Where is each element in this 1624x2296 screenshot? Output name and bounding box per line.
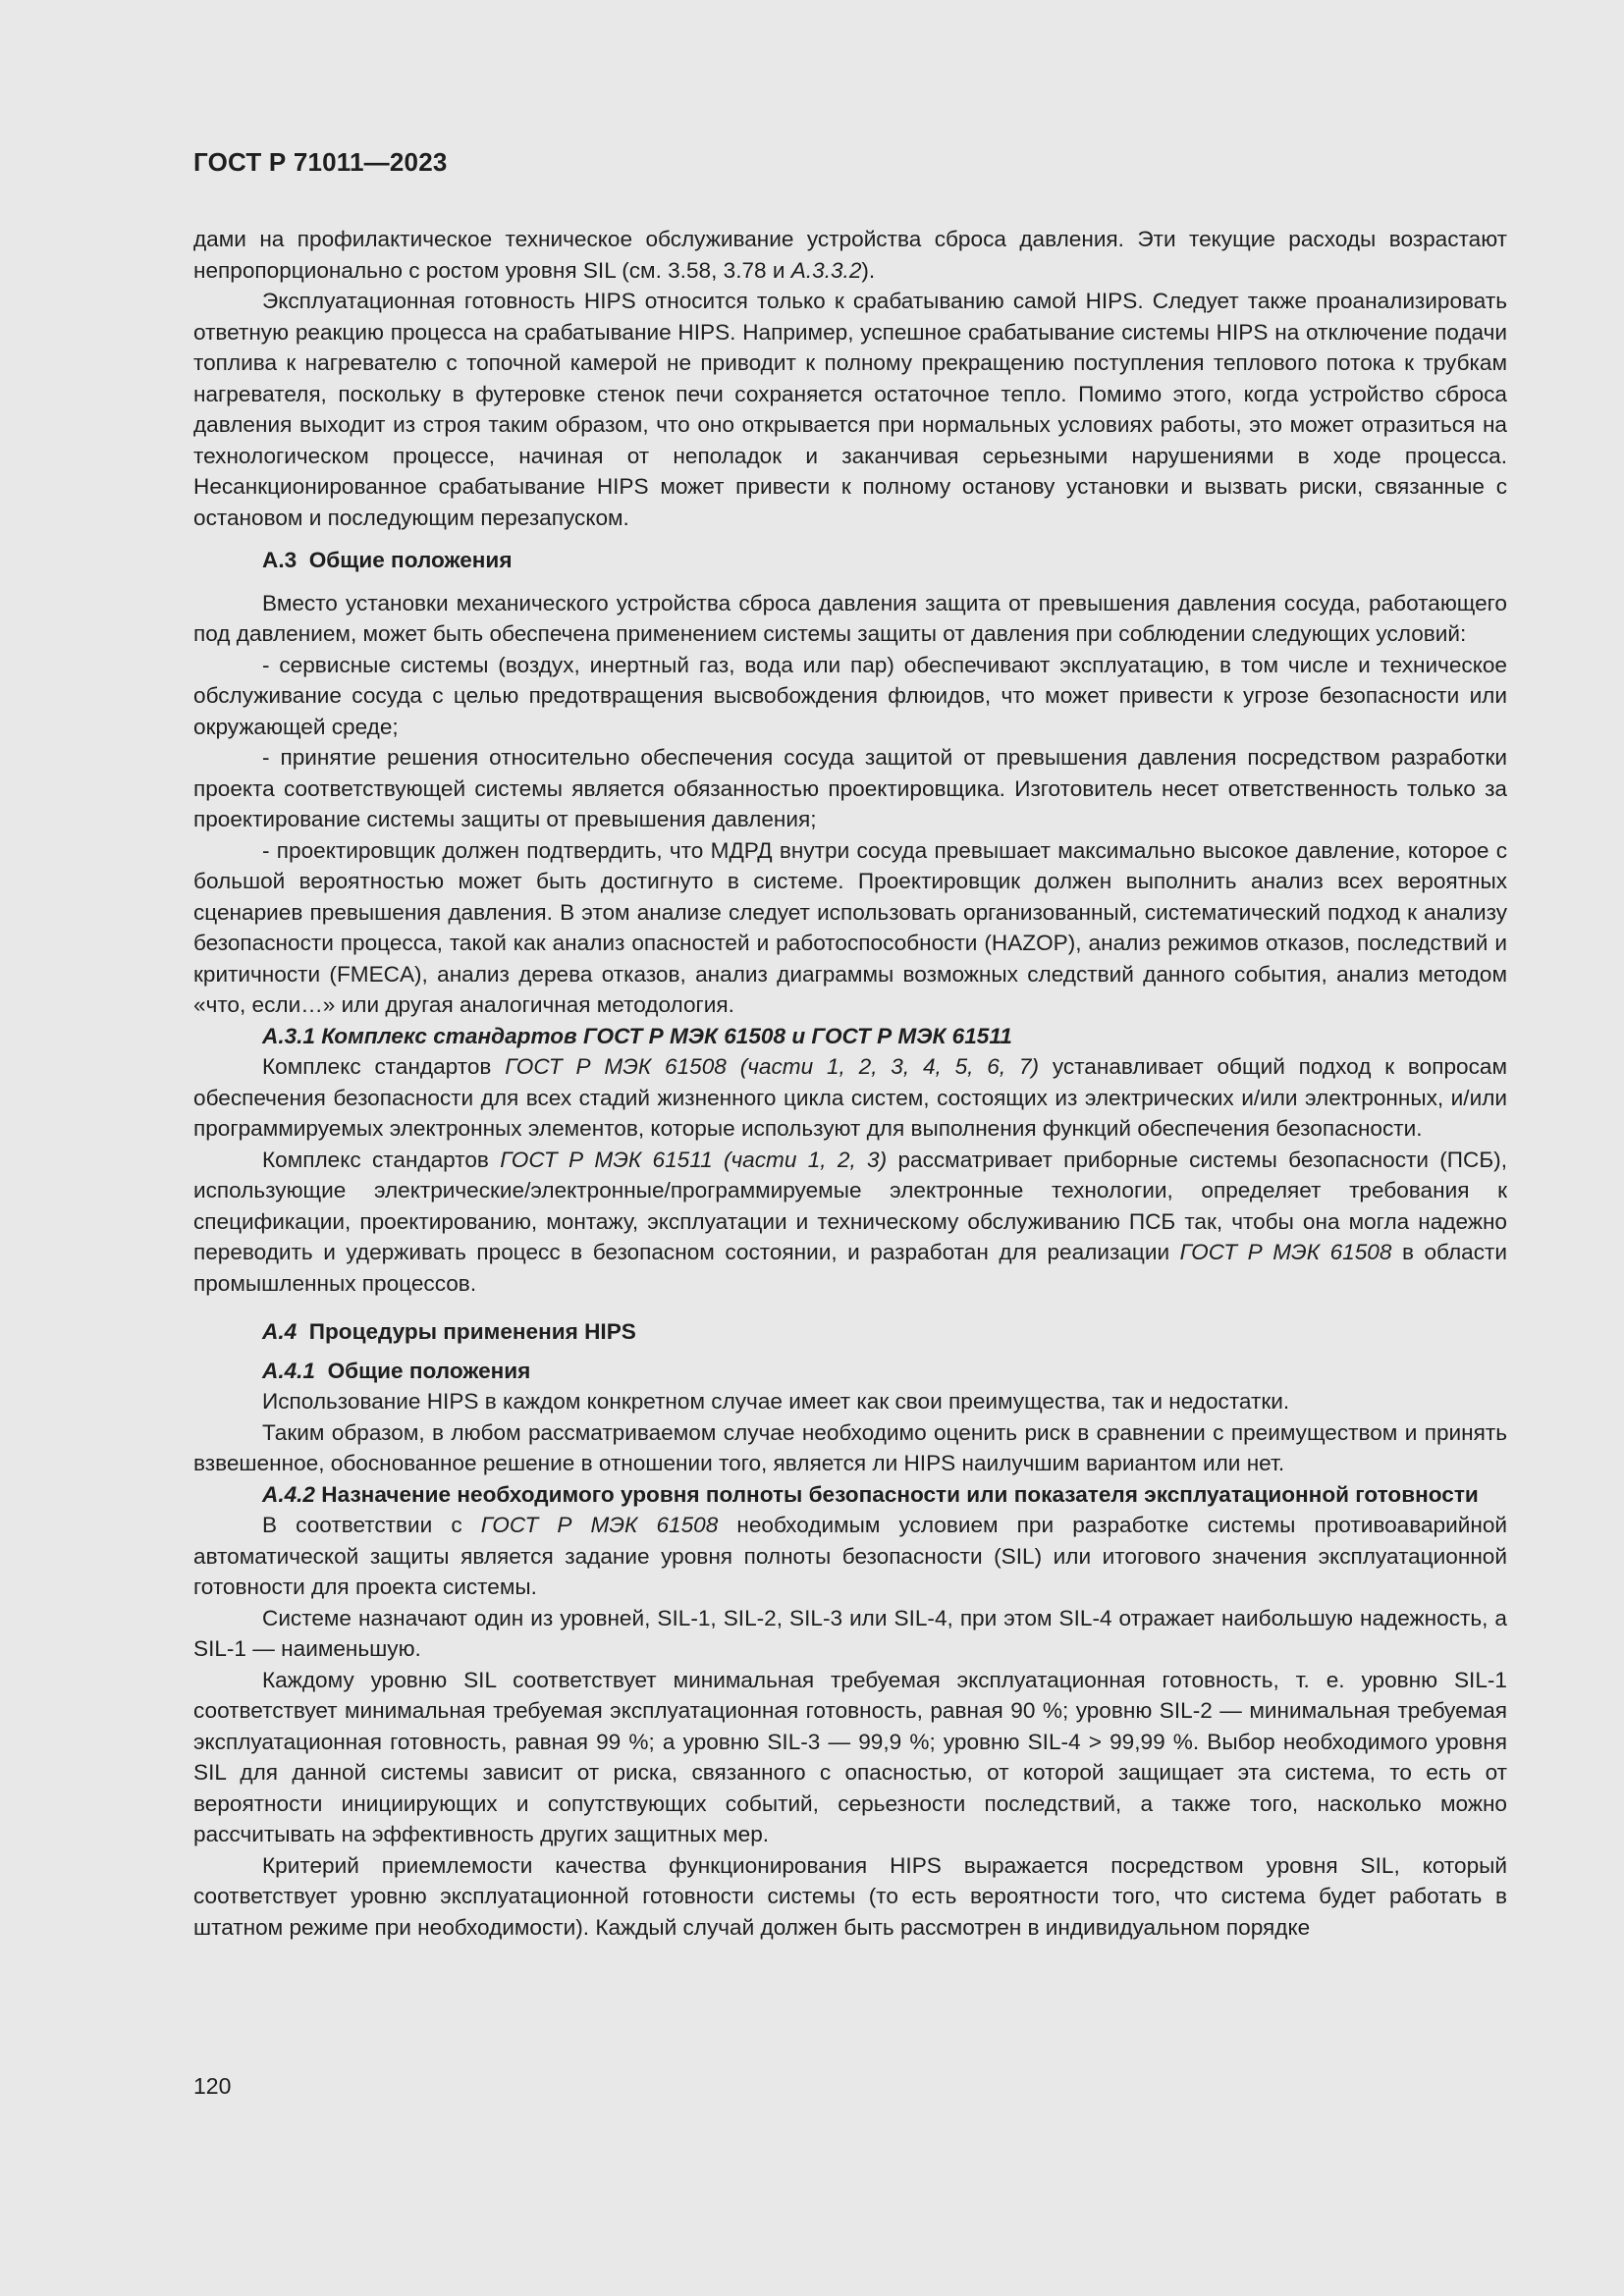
section-title: Процедуры применения HIPS [308,1319,636,1344]
paragraph-text: необходимым условием при разработке системы противоаварийной автоматической защиты является задание уровня полноты безопасности (SIL) или итогового значения эксплуатационной готовности для проекта системы. [193,1513,1507,1599]
paragraph: Системе назначают один из уровней, SIL-1, SIL-2, SIL-3 или SIL-4, при этом SIL-4 отражает наибольшую надежность, а SIL-1 — наименьшую. [193,1605,1507,1661]
list-item: - сервисные системы (воздух, инертный газ, вода или пар) обеспечивают эксплуатацию, в том числе и техническое обслуживание сосуда с целью предотвращения высвобождения флюидов, что может привести к угрозе безопасности или окружающей среде; [193,652,1507,739]
paragraph: Критерий приемлемости качества функционирования HIPS выражается посредством уровня SIL, который соответствует уровню эксплуатационной готовности системы (то есть вероятности того, что система будет работать в штатном режиме при необходимости). Каждый случай должен быть рассмотрен в индивидуальном порядке [193,1852,1507,1940]
section-number: А.4 [262,1319,298,1344]
section-heading-a31 [193,1021,1507,1052]
section-heading-a41 [193,1356,1507,1387]
clause-reference: А.3.3.2 [790,257,862,283]
paragraph: Использование HIPS в каждом конкретном случае имеет как свои преимущества, так и недостатки. [262,1389,1290,1414]
list-item: - принятие решения относительно обеспечения сосуда защитой от превышения давления посредством разработки проекта соответствующей системы является обязанностью проектировщика. Изготовитель несет ответственность только за проектирование системы защиты от превышения давления; [193,745,1507,831]
standard-reference: ГОСТ Р МЭК 61511 (части 1, 2, 3) [500,1147,888,1172]
paragraph-text: дами на профилактическое техническое обслуживание устройства сброса давления. Эти текущие расходы возрастают непропорционально с ростом уровня SIL (см. 3.58, 3.78 и [193,227,1507,283]
section-title: Общие положения [308,548,513,572]
paragraph: Эксплуатационная готовность HIPS относится только к срабатыванию самой HIPS. Следует также проанализировать ответную реакцию процесса на срабатывание HIPS. Например, успешное срабатывание системы HIPS на отключение подачи топлива к нагревателю с топочной камерой не приводит к полному прекращению поступления теплового потока к трубкам нагревателя, поскольку в футеровке стенок печи сохраняется остаточное тепло. Помимо этого, когда устройство сброса давления выходит из строя таким образом, что оно открывается при нормальных условиях работы, это может отразиться на технологическом процессе, начиная от неполадок и заканчивая серьезными нарушениями в ходе процесса. Несанкционированное срабатывание HIPS может привести к полному останову установки и вызвать риски, связанные с остановом и последующим перезапуском. [193,289,1507,530]
paragraph [193,1145,1507,1300]
paragraph: Таким образом, в любом рассматриваемом случае необходимо оценить риск в сравнении с преимуществом и принять взвешенное, обоснованное решение в отношении того, является ли HIPS наилучшим вариантом или нет. [193,1419,1507,1475]
section-number: А.3 [262,548,298,572]
paragraph-text: рассматривает приборные системы безопасности (ПСБ), использующие электрические/электронные/программируемые электронные технологии, определяет требования к спецификации, проектированию, монтажу, эксплуатации и техническому обслуживанию ПСБ так, чтобы она могла надежно переводить и удерживать процесс в безопасном состоянии, и разработан для реализации [193,1147,1507,1264]
section-title: Назначение необходимого уровня полноты безопасности или показателя эксплуатационной готовности [321,1481,1479,1507]
page-number: 120 [193,2073,232,2099]
paragraph-text: устанавливает общий подход к вопросам обеспечения безопасности для всех стадий жизненного цикла систем, состоящих из электрических и/или электронных, и/или программируемых электронных элементов, которые используют для выполнения функций обеспечения безопасности. [193,1054,1508,1141]
section-number: А.4.2 [262,1481,316,1507]
paragraph-text: Комплекс стандартов [262,1147,501,1172]
standard-reference: ГОСТ Р МЭК 61508 [480,1513,719,1537]
paragraph: Вместо установки механического устройства сброса давления защита от превышения давления сосуда, работающего под давлением, может быть обеспечена применением системы защиты от давления при соблюдении следующих условий: [193,590,1507,646]
section-title: А.3.1 Комплекс стандартов ГОСТ Р МЭК 61508 и ГОСТ Р МЭК 61511 [262,1023,1012,1048]
section-heading-a3 [193,545,1507,576]
paragraph-text: ). [861,257,876,283]
paragraph [193,1051,1507,1145]
paragraph-text: Комплекс стандартов [262,1054,506,1079]
paragraph [193,224,1507,286]
standard-reference: ГОСТ Р МЭК 61508 [1179,1240,1392,1264]
document-header: ГОСТ Р 71011—2023 [193,147,448,177]
list-item: - проектировщик должен подтвердить, что МДРД внутри сосуда превышает максимально высокое давление, которое с большой вероятностью может быть достигнуто в системе. Проектировщик должен выполнить анализ всех вероятных сценариев превышения давления. В этом анализе следует использовать организованный, систематический подход к анализу безопасности процесса, такой как анализ опасностей и работоспособности (HAZOP), анализ режимов отказов, последствий и критичности (FMECA), анализ дерева отказов, анализ диаграммы возможных следствий данного события, анализ методом «что, если…» или другая аналогичная методология. [193,837,1507,1017]
section-heading-a4 [193,1316,1507,1348]
section-number: А.4.1 [262,1358,316,1383]
section-heading-a42 [193,1479,1507,1511]
section-title: Общие положения [327,1358,531,1383]
paragraph-text: в области промышленных процессов. [193,1240,1507,1296]
page-body [193,224,1507,1943]
paragraph [193,1510,1507,1603]
standard-reference: ГОСТ Р МЭК 61508 (части 1, 2, 3, 4, 5, 6, 7) [505,1054,1040,1079]
paragraph-text: В соответствии с [262,1513,481,1537]
paragraph: Каждому уровню SIL соответствует минимальная требуемая эксплуатационная готовность, т. е. уровню SIL-1 соответствует минимальная требуемая эксплуатационная готовность, равная 90 %; уровню SIL-2 — минимальная требуемая эксплуатационная готовность, равная 99 %; а уровню SIL-3 — 99,9 %; уровню SIL-4 > 99,99 %. Выбор необходимого уровня SIL для данной системы зависит от риска, связанного с опасностью, от которой защищает эта система, то есть от вероятности инициирующих и сопутствующих событий, серьезности последствий, а также того, насколько можно рассчитывать на эффективность других защитных мер. [193,1667,1507,1846]
